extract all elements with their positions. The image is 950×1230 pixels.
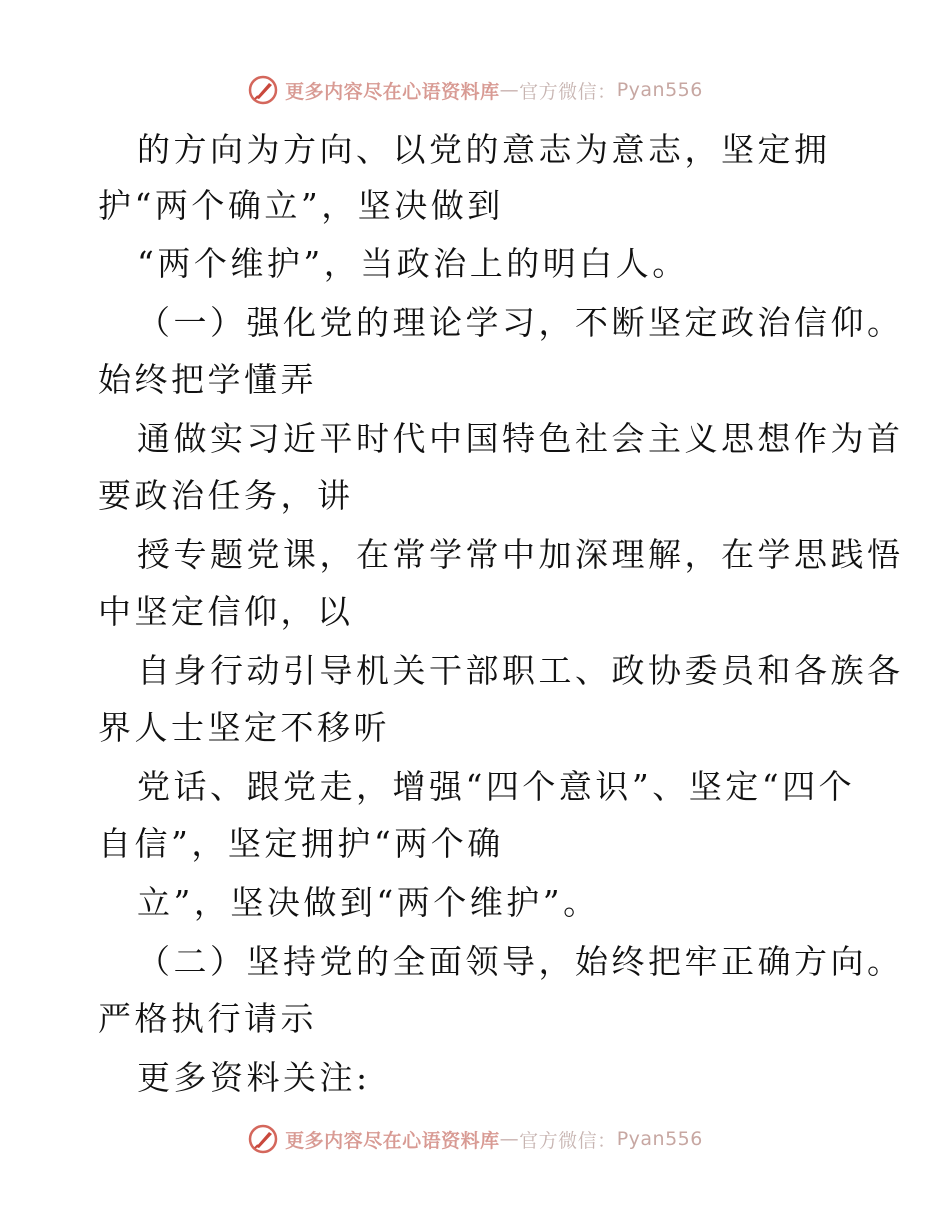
watermark-account: Pyan556 [616,79,703,101]
footer-watermark [0,1119,950,1159]
paragraph-line: 始终把学懂弄 [98,360,317,399]
paragraph-line: 自信”，坚定拥护“两个确 [98,824,504,863]
quill-pen-logo-icon [247,1123,279,1155]
watermark-official-label: 官方微信： [519,80,617,103]
section-heading-line: （一）强化党的理论学习，不断坚定政治信仰。 [137,303,904,342]
paragraph-line: 的方向为方向、以党的意志为意志，坚定拥 [137,130,831,169]
paragraph-line: 通做实习近平时代中国特色社会主义思想作为首 [137,419,904,458]
paragraph-line: 更多资料关注: [137,1058,371,1097]
paragraph-line: 严格执行请示 [98,999,317,1038]
paragraph-line: 授专题党课，在常学常中加深理解，在学思践悟 [137,535,904,574]
section-heading-line: （二）坚持党的全面领导，始终把牢正确方向。 [137,942,904,981]
paragraph-line: 中坚定信仰，以 [98,592,354,631]
paragraph-line: 界人士坚定不移听 [98,708,390,747]
watermark-dash: — [499,1128,520,1150]
paragraph-line: 党话、跟党走，增强“四个意识”、坚定“四个 [137,767,856,806]
paragraph-line: 自身行动引导机关干部职工、政协委员和各族各 [137,651,904,690]
watermark-official-label: 官方微信： [519,1129,617,1152]
paragraph-line: 要政治任务，讲 [98,476,354,515]
paragraph-line: 立”，坚决做到“两个维护”。 [137,883,600,922]
watermark-account: Pyan556 [616,1128,703,1150]
paragraph-line: 护“两个确立”，坚决做到 [98,186,504,225]
watermark-brand: 更多内容尽在心语资料库 [285,80,500,103]
paragraph-line: “两个维护”，当政治上的明白人。 [137,244,689,283]
watermark-dash: — [499,79,520,101]
watermark-brand: 更多内容尽在心语资料库 [285,1129,500,1152]
